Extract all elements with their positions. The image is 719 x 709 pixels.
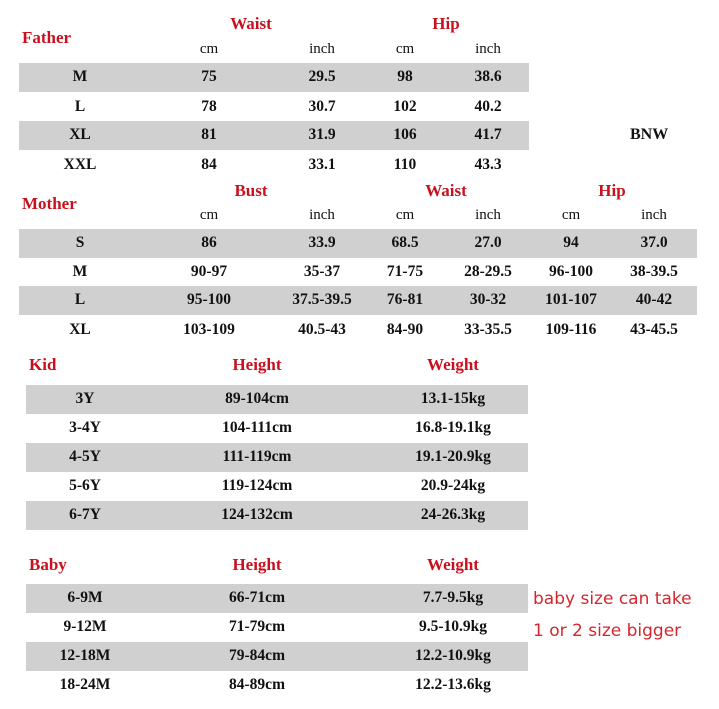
mother-size: L (74, 291, 86, 308)
kid-header-height: Height (232, 355, 282, 374)
father-header-waist: Waist (230, 14, 272, 33)
mother-value: 68.5 (391, 234, 419, 251)
baby-note-line2: 1 or 2 size bigger (533, 621, 682, 641)
mother-value: 86 (201, 234, 217, 251)
mother-unit: cm (395, 207, 415, 223)
mother-size: S (75, 234, 85, 251)
mother-unit: inch (475, 207, 501, 223)
kid-weight: 16.8-19.1kg (415, 419, 491, 436)
baby-note-line1: baby size can take (533, 589, 692, 609)
mother-value: 28-29.5 (464, 263, 512, 280)
father-size: L (74, 98, 86, 115)
mother-value: 30-32 (469, 291, 507, 308)
father-value: 33.1 (308, 156, 336, 173)
kid-weight: 20.9-24kg (420, 477, 486, 494)
kid-size: 3-4Y (69, 419, 101, 436)
mother-value: 101-107 (545, 291, 597, 308)
mother-value: 76-81 (386, 291, 424, 308)
kid-size: 3Y (75, 390, 95, 407)
father-value: 38.6 (474, 68, 502, 85)
father-unit: inch (475, 41, 501, 57)
baby-label: Baby (29, 555, 67, 574)
father-size: XL (69, 126, 91, 143)
baby-weight: 7.7-9.5kg (422, 589, 484, 606)
kid-height: 124-132cm (221, 506, 293, 523)
mother-value: 94 (563, 234, 579, 251)
mother-value: 43-45.5 (630, 321, 678, 338)
mother-value: 96-100 (549, 263, 593, 280)
baby-height: 84-89cm (229, 676, 285, 693)
father-value: 31.9 (308, 126, 336, 143)
kid-size: 4-5Y (69, 448, 101, 465)
mother-value: 90-97 (190, 263, 228, 280)
mother-value: 33-35.5 (464, 321, 512, 338)
table-row-band (19, 121, 529, 150)
table-row-band (19, 63, 529, 92)
father-value: 41.7 (474, 126, 502, 143)
mother-value: 37.0 (640, 234, 668, 251)
baby-weight: 12.2-13.6kg (415, 676, 491, 693)
mother-value: 37.5-39.5 (292, 291, 352, 308)
kid-height: 89-104cm (225, 390, 289, 407)
baby-weight: 12.2-10.9kg (415, 647, 491, 664)
baby-size: 9-12M (63, 618, 107, 635)
mother-value: 35-37 (303, 263, 341, 280)
mother-header-waist: Waist (425, 181, 467, 200)
kid-label: Kid (29, 355, 57, 374)
mother-value: 95-100 (187, 291, 231, 308)
kid-height: 111-119cm (222, 448, 292, 465)
mother-value: 40-42 (635, 291, 673, 308)
baby-header-height: Height (232, 555, 282, 574)
father-value: 78 (201, 98, 217, 115)
father-label: Father (22, 28, 72, 47)
father-value: 75 (201, 68, 217, 85)
father-size: M (72, 68, 88, 85)
baby-height: 71-79cm (229, 618, 285, 635)
kid-header-weight: Weight (427, 355, 479, 374)
father-value: 29.5 (308, 68, 336, 85)
mother-header-bust: Bust (234, 181, 268, 200)
mother-label: Mother (22, 194, 77, 213)
kid-height: 104-111cm (222, 419, 292, 436)
mother-value: 109-116 (545, 321, 597, 338)
kid-size: 6-7Y (69, 506, 101, 523)
mother-value: 33.9 (308, 234, 336, 251)
father-size: XXL (63, 156, 97, 173)
father-value: 84 (201, 156, 217, 173)
baby-height: 66-71cm (229, 589, 285, 606)
mother-unit: inch (309, 207, 335, 223)
baby-size: 6-9M (67, 589, 103, 606)
mother-unit: cm (199, 207, 219, 223)
mother-value: 27.0 (474, 234, 502, 251)
father-unit: cm (199, 41, 219, 57)
father-value: 81 (201, 126, 217, 143)
kid-weight: 24-26.3kg (420, 506, 486, 523)
kid-size: 5-6Y (69, 477, 101, 494)
father-unit: cm (395, 41, 415, 57)
father-value: 110 (393, 156, 417, 173)
mother-value: 103-109 (183, 321, 235, 338)
mother-unit: cm (561, 207, 581, 223)
kid-weight: 19.1-20.9kg (415, 448, 491, 465)
baby-size: 18-24M (59, 676, 111, 693)
bnw-note: BNW (630, 126, 669, 143)
father-header-hip: Hip (432, 14, 460, 33)
kid-weight: 13.1-15kg (420, 390, 486, 407)
mother-value: 40.5-43 (298, 321, 346, 338)
father-value: 43.3 (474, 156, 502, 173)
father-value: 30.7 (308, 98, 336, 115)
mother-size: XL (69, 321, 91, 338)
mother-value: 84-90 (386, 321, 424, 338)
baby-size: 12-18M (59, 647, 111, 664)
father-value: 98 (397, 68, 413, 85)
mother-size: M (72, 263, 88, 280)
baby-header-weight: Weight (427, 555, 479, 574)
mother-header-hip: Hip (598, 181, 626, 200)
baby-height: 79-84cm (229, 647, 285, 664)
father-value: 102 (393, 98, 417, 115)
mother-unit: inch (641, 207, 667, 223)
table-row-band (19, 229, 697, 258)
father-value: 40.2 (474, 98, 502, 115)
father-value: 106 (393, 126, 417, 143)
baby-weight: 9.5-10.9kg (418, 618, 488, 635)
mother-value: 71-75 (386, 263, 424, 280)
kid-height: 119-124cm (221, 477, 293, 494)
father-unit: inch (309, 41, 335, 57)
mother-value: 38-39.5 (630, 263, 678, 280)
